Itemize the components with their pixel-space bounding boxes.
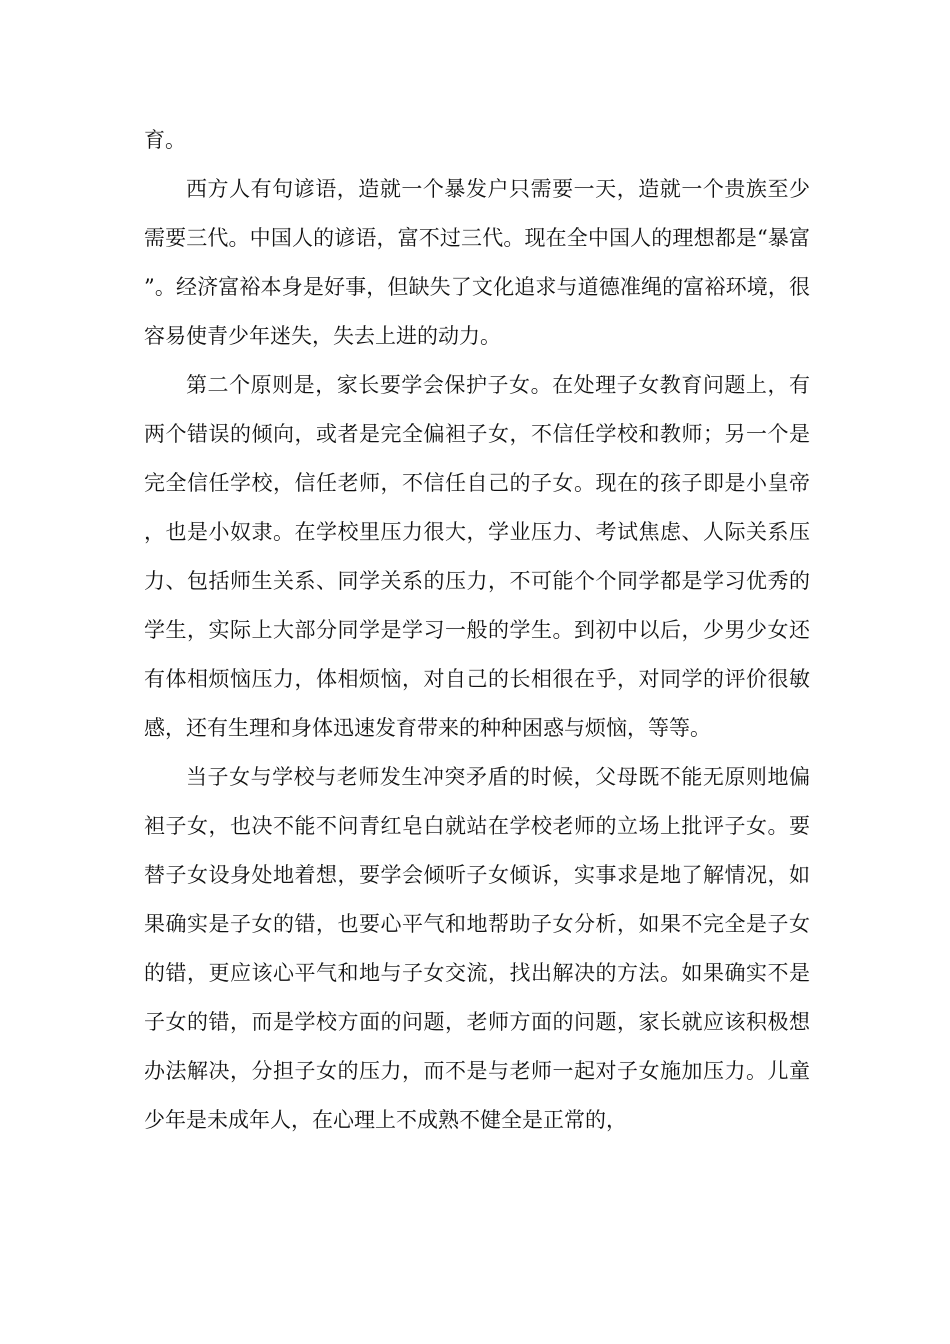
paragraph-continuation: 育。 [144, 128, 186, 152]
paragraph-proverb: 西方人有句谚语，造就一个暴发户只需要一天，造就一个贵族至少需要三代。中国人的谚语，富不过三代。现在全中国人的理想都是“暴富”。经济富裕本身是好事，但缺失了文化追求与道德准绳的富裕环境，很容易使青少年迷失，失去上进的动力。 [144, 177, 810, 348]
paragraph-conflict: 当子女与学校与老师发生冲突矛盾的时候，父母既不能无原则地偏袒子女，也决不能不问青红皂白就站在学校老师的立场上批评子女。要替子女设身处地着想，要学会倾听子女倾诉，实事求是地了解情况，如果确实是子女的错，也要心平气和地帮助子女分析，如果不完全是子女的错，更应该心平气和地与子女交流，找出解决的方法。如果确实不是子女的错，而是学校方面的问题，老师方面的问题，家长就应该积极想办法解决，分担子女的压力，而不是与老师一起对子女施加压力。儿童少年是未成年人，在心理上不成熟不健全是正常的， [144, 765, 810, 1132]
paragraph-second-principle: 第二个原则是，家长要学会保护子女。在处理子女教育问题上，有两个错误的倾向，或者是完全偏袒子女，不信任学校和教师；另一个是完全信任学校，信任老师，不信任自己的子女。现在的孩子即是小皇帝，也是小奴隶。在学校里压力很大，学业压力、考试焦虑、人际关系压力、包括师生关系、同学关系的压力，不可能个个同学都是学习优秀的学生，实际上大部分同学是学习一般的学生。到初中以后，少男少女还有体相烦恼压力，体相烦恼，对自己的长相很在乎，对同学的评价很敏感，还有生理和身体迅速发育带来的种种困惑与烦恼，等等。 [144, 373, 810, 740]
document-body [144, 116, 810, 1145]
